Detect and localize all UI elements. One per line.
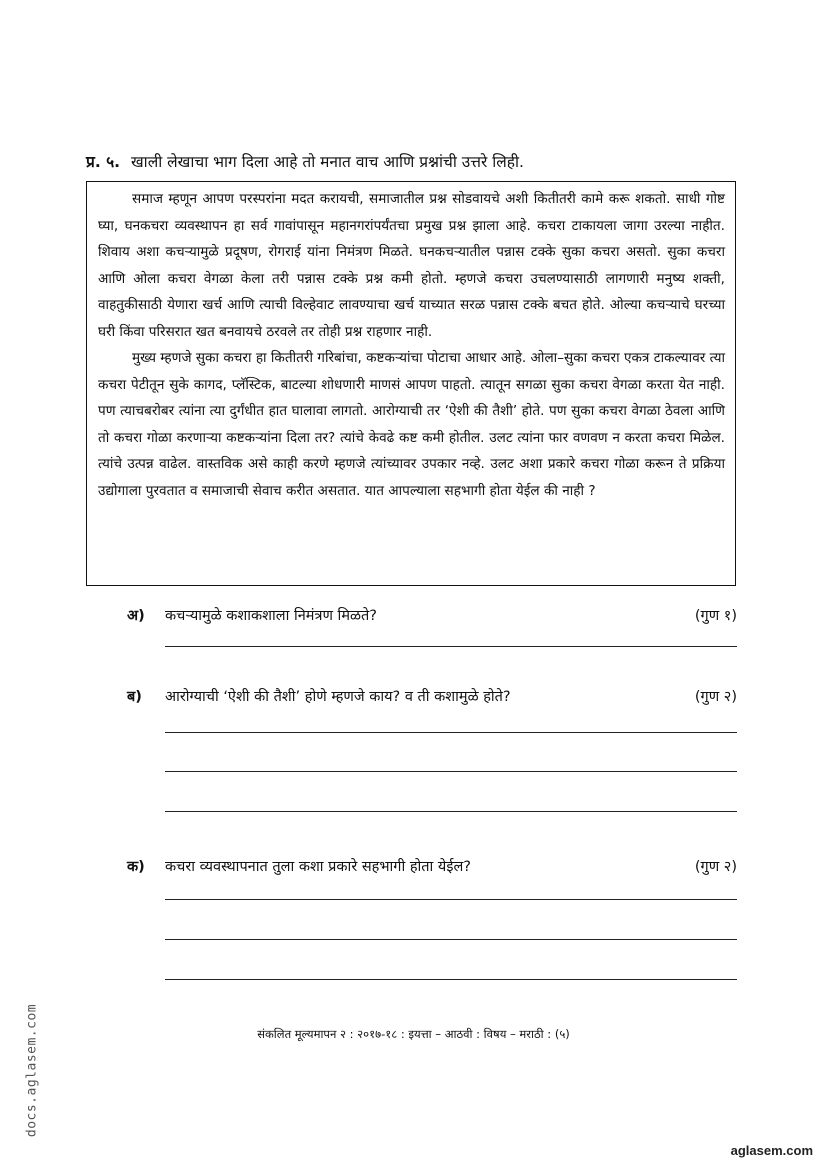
answer-line[interactable] (165, 732, 737, 733)
subquestion-text: कचऱ्यामुळे कशाकशाला निमंत्रण मिळते? (165, 608, 377, 624)
corner-watermark: aglasem.com (730, 1143, 813, 1158)
passage-paragraph-1: समाज म्हणून आपण परस्परांना मदत करायची, समाजातील प्रश्न सोडवायचे अशी कितीतरी कामे करू शकतो. साधी गोष्ट घ्या, घनकचरा व्यवस्थापन हा सर्व गावांपासून महानगरांपर्यंतचा प्रमुख प्रश्न झाला आहे. कचरा टाकायला जागा उरल्या नाहीत. शिवाय अशा कचऱ्यामुळे प्रदूषण, रोगराई यांना निमंत्रण मिळते. घनकचऱ्यातील पन्नास टक्के सुका कचरा असतो. सुका कचरा आणि ओला कचरा वेगळा केला तरी पन्नास टक्के प्रश्न कमी होतो. म्हणजे कचरा उचलण्यासाठी लागणारी मनुष्य शक्ती, वाहतुकीसाठी येणारा खर्च आणि त्याची विल्हेवाट लावण्याचा खर्च याच्यात सरळ पन्नास टक्के बचत होते. ओल्या कचऱ्याचे घरच्या घरी किंवा परिसरात खत बनवायचे ठरवले तर तोही प्रश्न राहणार नाही. (98, 191, 725, 340)
answer-line[interactable] (165, 899, 737, 900)
subquestion-letter: अ) (127, 608, 145, 624)
page-footer: संकलित मूल्यमापन २ : २०१७-१८ : इयत्ता – आठवी : विषय – मराठी : (५) (257, 1027, 570, 1041)
subquestion-marks: (गुण २) (694, 859, 737, 875)
subquestion-marks: (गुण २) (694, 689, 737, 705)
side-watermark: docs.aglasem.com (24, 1003, 40, 1138)
subquestion-letter: ब) (127, 689, 142, 705)
subquestion-k (127, 856, 737, 882)
subquestion-text: आरोग्याची ‘ऐशी की तैशी’ होणे म्हणजे काय? व ती कशामुळे होते? (165, 689, 511, 705)
question-number: प्र. ५. (86, 153, 121, 171)
question-instruction: खाली लेखाचा भाग दिला आहे तो मनात वाच आणि प्रश्नांची उत्तरे लिही. (131, 153, 524, 171)
answer-line[interactable] (165, 979, 737, 980)
subquestion-marks: (गुण १) (694, 608, 737, 624)
answer-line[interactable] (165, 939, 737, 940)
subquestion-text: कचरा व्यवस्थापनात तुला कशा प्रकारे सहभागी होता येईल? (165, 859, 471, 875)
subquestion-letter: क) (127, 859, 145, 875)
subquestion-a (127, 605, 737, 631)
answer-line[interactable] (165, 811, 737, 812)
passage-box (86, 181, 736, 586)
passage-paragraph-2: मुख्य म्हणजे सुका कचरा हा कितीतरी गरिबांचा, कष्टकऱ्यांचा पोटाचा आधार आहे. ओला–सुका कचरा एकत्र टाकल्यावर त्या कचरा पेटीतून सुके कागद, प्लॅस्टिक, बाटल्या शोधणारी माणसं आपण पाहतो. त्यातून सगळा सुका कचरा वेगळा करता येत नाही. पण त्याचबरोबर त्यांना त्या दुर्गंधीत हात घालावा लागतो. आरोग्याची तर ‘ऐशी की तैशी’ होते. पण सुका कचरा वेगळा ठेवला आणि तो कचरा गोळा करणाऱ्या कष्टकऱ्यांना दिला तर? त्यांचे केवढे कष्ट कमी होतील. उलट त्यांना फार वणवण न करता कचरा मिळेल. त्यांचे उत्पन्न वाढेल. वास्तविक असे काही करणे म्हणजे त्यांच्यावर उपकार नव्हे. उलट अशा प्रकारे कचरा गोळा करून ते प्रक्रिया उद्योगाला पुरवतात व समाजाची सेवाच करीत असतात. यात आपल्याला सहभागी होता येईल की नाही ? (98, 350, 725, 499)
answer-line[interactable] (165, 771, 737, 772)
subquestion-b (127, 686, 737, 712)
question-heading (86, 150, 766, 172)
answer-line[interactable] (165, 646, 737, 647)
